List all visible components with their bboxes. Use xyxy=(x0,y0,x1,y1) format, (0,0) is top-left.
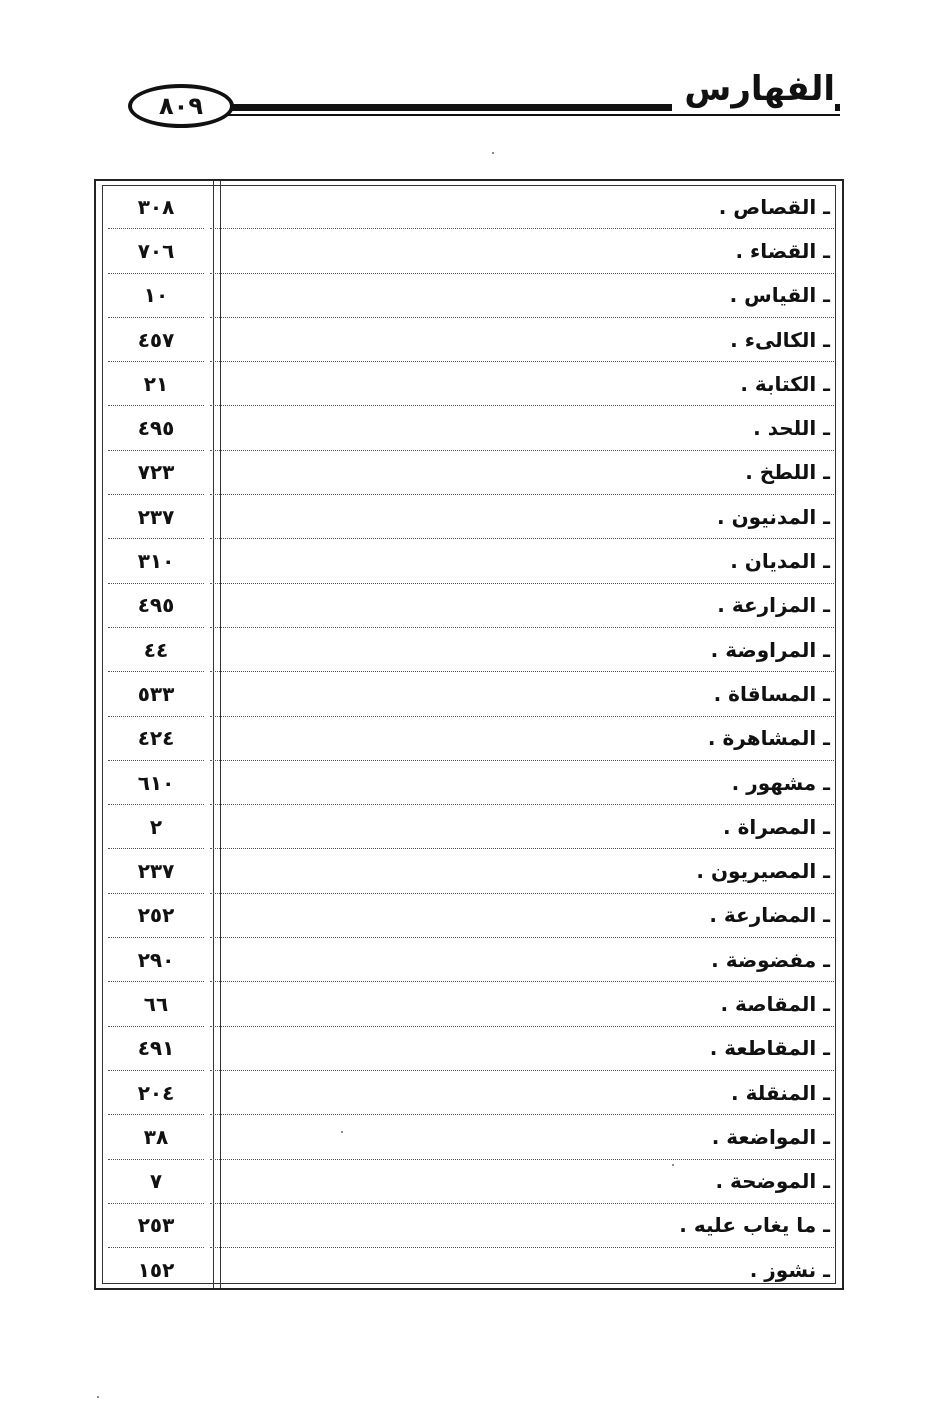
term-cell xyxy=(210,628,834,672)
index-row xyxy=(96,451,842,495)
index-term: ـ الكالىء . xyxy=(730,327,830,352)
page-cell xyxy=(108,274,204,318)
index-row xyxy=(96,1204,842,1248)
index-row xyxy=(96,717,842,761)
index-term: ـ المساقاة . xyxy=(713,681,830,706)
index-page-number: ٧٢٣ xyxy=(137,460,175,485)
term-cell xyxy=(210,849,834,893)
index-page-number: ٣٨ xyxy=(143,1124,169,1149)
page-cell xyxy=(108,1027,204,1071)
index-term: ـ اللحد . xyxy=(753,416,830,441)
page-cell xyxy=(108,451,204,495)
index-row xyxy=(96,938,842,982)
index-term: ـ مشهور . xyxy=(731,770,830,795)
index-term: ـ القصاص . xyxy=(718,194,830,219)
index-row xyxy=(96,539,842,583)
page-cell xyxy=(108,1204,204,1248)
index-page-number: ٢ xyxy=(149,814,163,839)
index-term: ـ المدنيون . xyxy=(717,504,830,529)
term-cell xyxy=(210,1160,834,1204)
index-row xyxy=(96,584,842,628)
index-row xyxy=(96,229,842,273)
index-table xyxy=(94,179,844,1290)
page-cell xyxy=(108,229,204,273)
index-page-number: ٢٩٠ xyxy=(137,947,175,972)
index-page-number: ١٠ xyxy=(143,283,169,308)
index-row xyxy=(96,362,842,406)
term-cell xyxy=(210,805,834,849)
page-cell xyxy=(108,761,204,805)
term-cell xyxy=(210,406,834,450)
page-cell xyxy=(108,185,204,229)
term-cell xyxy=(210,717,834,761)
index-row xyxy=(96,805,842,849)
index-term: ـ الموضحة . xyxy=(715,1169,830,1194)
index-page-number: ٤٩١ xyxy=(137,1036,175,1061)
index-term: ـ المراوضة . xyxy=(710,637,830,662)
page-cell xyxy=(108,1115,204,1159)
page-cell xyxy=(108,1160,204,1204)
index-page-number: ٣١٠ xyxy=(137,549,175,574)
index-page-number: ٤٢٤ xyxy=(137,726,175,751)
index-term: ـ المضارعة . xyxy=(709,903,830,928)
index-term: ـ مفضوضة . xyxy=(711,947,830,972)
page-cell xyxy=(108,894,204,938)
index-term: ـ المزارعة . xyxy=(717,593,830,618)
index-term: ـ المشاهرة . xyxy=(707,726,830,751)
index-term: ـ القضاء . xyxy=(735,238,830,263)
index-row xyxy=(96,672,842,716)
term-cell xyxy=(210,539,834,583)
term-cell xyxy=(210,1115,834,1159)
index-row xyxy=(96,1071,842,1115)
term-cell xyxy=(210,1071,834,1115)
index-row xyxy=(96,185,842,229)
term-cell xyxy=(210,185,834,229)
index-row xyxy=(96,761,842,805)
index-page-number: ٢٣٧ xyxy=(137,859,175,884)
term-cell xyxy=(210,451,834,495)
index-page-number: ٢٣٧ xyxy=(137,504,175,529)
page-cell xyxy=(108,1071,204,1115)
term-cell xyxy=(210,362,834,406)
index-page-number: ٤٤ xyxy=(143,637,169,662)
index-page-number: ٦١٠ xyxy=(137,770,175,795)
index-page-number: ٢٥٣ xyxy=(137,1213,175,1238)
index-row xyxy=(96,1115,842,1159)
page-cell xyxy=(108,849,204,893)
term-cell xyxy=(210,318,834,362)
term-cell xyxy=(210,672,834,716)
index-row xyxy=(96,849,842,893)
index-page-number: ٤٩٥ xyxy=(137,416,175,441)
index-term: ـ القياس . xyxy=(729,283,830,308)
index-term: ـ المصيريون . xyxy=(696,859,830,884)
paper-speck xyxy=(97,1396,99,1398)
index-row xyxy=(96,1160,842,1204)
page-cell xyxy=(108,406,204,450)
term-cell xyxy=(210,229,834,273)
index-page-number: ٢١ xyxy=(143,371,169,396)
term-cell xyxy=(210,1248,834,1292)
index-rows xyxy=(96,185,842,1292)
index-page-number: ٤٩٥ xyxy=(137,593,175,618)
page-cell xyxy=(108,628,204,672)
index-row xyxy=(96,318,842,362)
term-cell xyxy=(210,274,834,318)
page-cell xyxy=(108,805,204,849)
index-page-number: ٢٥٢ xyxy=(137,903,175,928)
header-rule-thin xyxy=(150,114,840,116)
page-cell xyxy=(108,672,204,716)
term-cell xyxy=(210,495,834,539)
index-page-number: ١٥٢ xyxy=(137,1258,175,1283)
index-page-number: ٧٠٦ xyxy=(137,238,175,263)
index-term: ـ اللطخ . xyxy=(745,460,830,485)
index-row xyxy=(96,628,842,672)
term-cell xyxy=(210,584,834,628)
term-cell xyxy=(210,894,834,938)
page-cell xyxy=(108,1248,204,1292)
page-cell xyxy=(108,982,204,1026)
paper-speck xyxy=(672,1164,674,1166)
section-title: الفهارس xyxy=(672,66,835,112)
index-row xyxy=(96,1248,842,1292)
page-cell xyxy=(108,362,204,406)
index-term: ـ المقاصة . xyxy=(720,991,830,1016)
term-cell xyxy=(210,1204,834,1248)
index-term: ـ المصراة . xyxy=(723,814,830,839)
index-page-number: ٧ xyxy=(149,1169,163,1194)
page-header xyxy=(0,0,943,150)
index-page-number: ٤٥٧ xyxy=(137,327,175,352)
index-term: ـ المقاطعة . xyxy=(709,1036,830,1061)
page-number-oval xyxy=(128,84,234,128)
index-row xyxy=(96,406,842,450)
index-page-number: ٥٣٣ xyxy=(137,681,175,706)
index-term: ـ الكتابة . xyxy=(740,371,830,396)
index-term: ـ ما يغاب عليه . xyxy=(679,1213,830,1238)
index-term: ـ المنقلة . xyxy=(731,1080,830,1105)
index-page-number: ٦٦ xyxy=(143,991,169,1016)
paper-speck xyxy=(492,152,494,154)
index-term: ـ نشوز . xyxy=(749,1258,830,1283)
index-row xyxy=(96,274,842,318)
page-cell xyxy=(108,584,204,628)
index-row xyxy=(96,982,842,1026)
term-cell xyxy=(210,982,834,1026)
term-cell xyxy=(210,938,834,982)
page-cell xyxy=(108,938,204,982)
paper-speck xyxy=(341,1131,343,1133)
index-page-number: ٣٠٨ xyxy=(137,194,175,219)
page-number: ٨٠٩ xyxy=(159,92,203,120)
index-term: ـ المديان . xyxy=(730,549,830,574)
index-term: ـ المواضعة . xyxy=(711,1124,830,1149)
term-cell xyxy=(210,1027,834,1071)
page-cell xyxy=(108,717,204,761)
term-cell xyxy=(210,761,834,805)
page-cell xyxy=(108,495,204,539)
index-row xyxy=(96,495,842,539)
page-cell xyxy=(108,318,204,362)
index-page-number: ٢٠٤ xyxy=(137,1080,175,1105)
page-cell xyxy=(108,539,204,583)
index-row xyxy=(96,1027,842,1071)
index-row xyxy=(96,894,842,938)
